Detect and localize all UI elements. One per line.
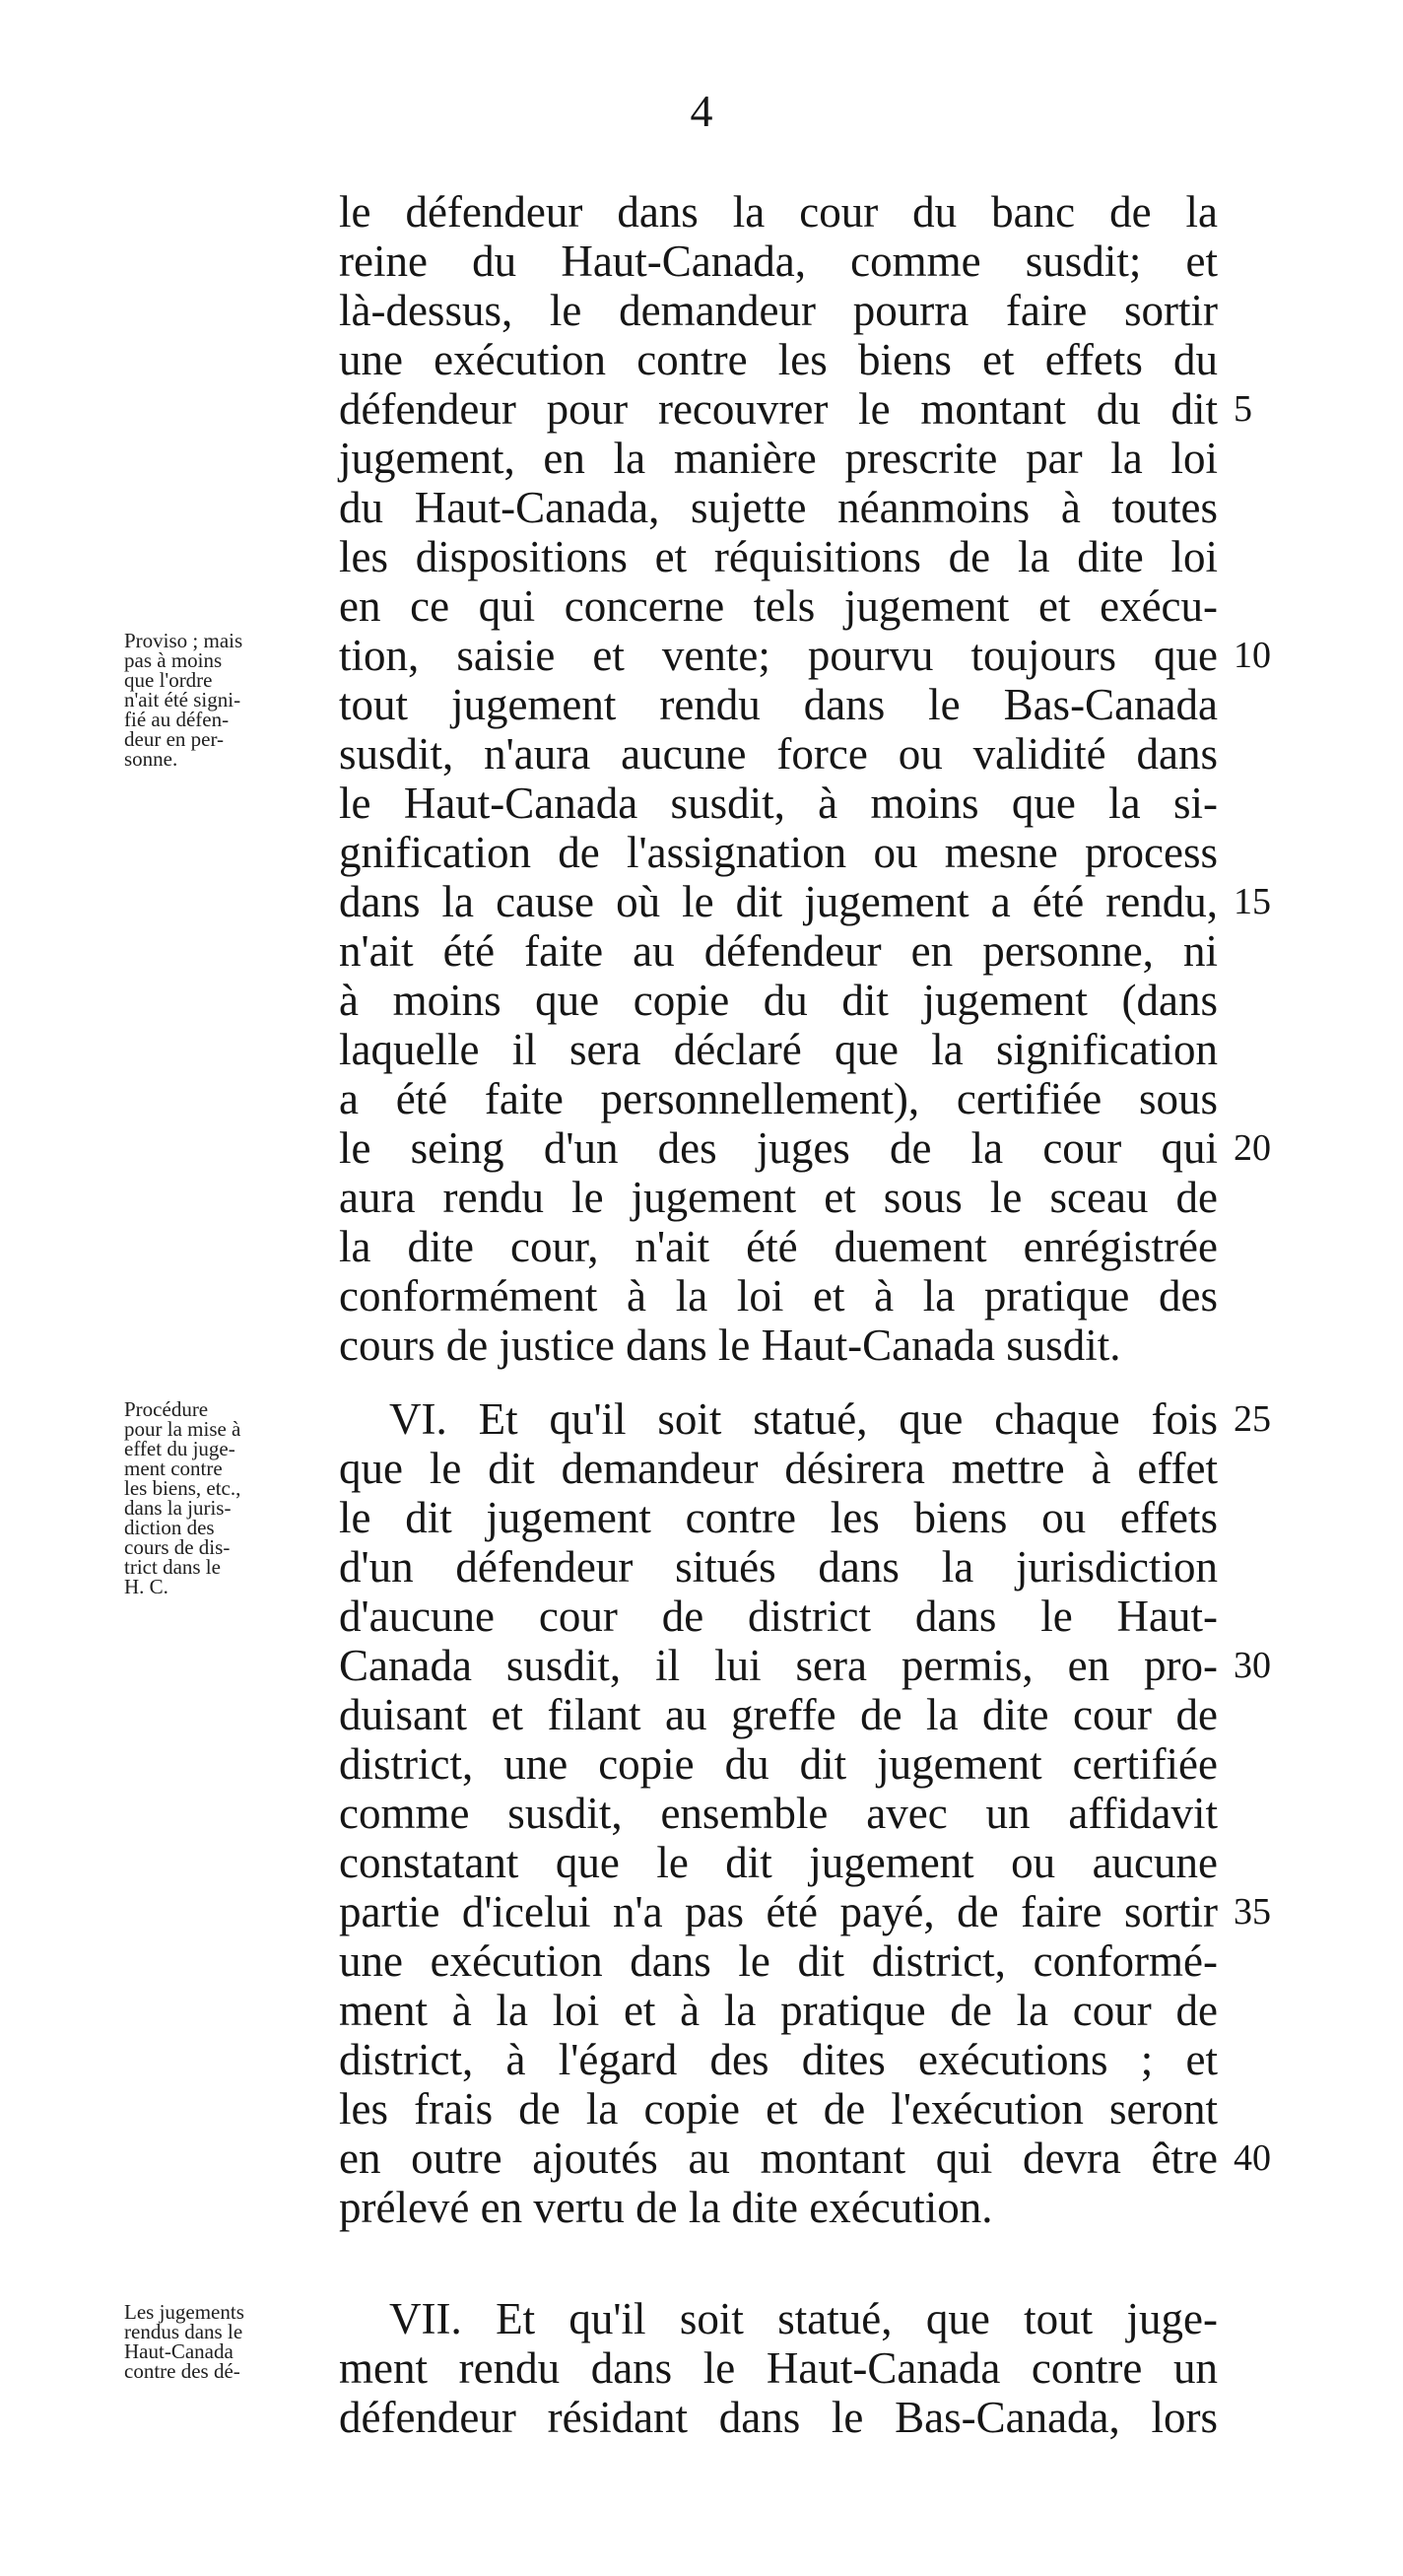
side-note-line: Les jugements	[124, 2300, 244, 2324]
line-text: VII. Et qu'il soit statué, que tout juge-	[389, 2294, 1218, 2343]
text-line	[0, 1222, 1403, 1271]
side-note-judgments	[124, 2302, 331, 2381]
line-text: prélevé en vertu de la dite exécution.	[339, 2183, 993, 2232]
text-line	[0, 384, 1403, 434]
line-number: 10	[1234, 635, 1271, 676]
line-text: la dite cour, n'ait été duement enrégistrée	[339, 1222, 1218, 1271]
line-text: susdit, n'aura aucune force ou validité dans	[339, 729, 1218, 779]
line-number: 5	[1234, 388, 1252, 430]
line-text: les dispositions et réquisitions de la dite loi	[339, 532, 1218, 581]
text-line	[0, 1321, 1403, 1370]
side-note-line: dans la juris-	[124, 1496, 232, 1520]
text-line	[0, 335, 1403, 384]
side-note-line: Procédure	[124, 1397, 209, 1421]
text-line	[0, 2084, 1403, 2134]
line-number: 20	[1234, 1127, 1271, 1169]
text-line	[0, 1936, 1403, 1986]
text-line	[0, 2183, 1403, 2232]
text-line	[0, 286, 1403, 335]
line-text: défendeur résidant dans le Bas-Canada, lors	[339, 2393, 1218, 2442]
line-text: là-dessus, le demandeur pourra faire sortir	[339, 286, 1218, 335]
text-line	[0, 187, 1403, 237]
side-note-line: fié au défen-	[124, 708, 230, 731]
side-note-line: rendus dans le	[124, 2320, 243, 2343]
text-line	[0, 2035, 1403, 2084]
line-text: le dit jugement contre les biens ou effets	[339, 1493, 1218, 1542]
text-line	[0, 1690, 1403, 1739]
line-number: 25	[1234, 1398, 1271, 1440]
text-line	[0, 1123, 1403, 1173]
text-line	[0, 532, 1403, 581]
text-line	[0, 1838, 1403, 1887]
text-line	[0, 1025, 1403, 1074]
line-text: conformément à la loi et à la pratique des	[339, 1271, 1218, 1321]
side-note-proviso	[124, 631, 331, 769]
text-line	[0, 2134, 1403, 2183]
line-text: a été faite personnellement), certifiée sous	[339, 1074, 1218, 1123]
line-text: district, une copie du dit jugement certifiée	[339, 1739, 1218, 1789]
side-note-line: contre des dé-	[124, 2359, 240, 2383]
line-text: partie d'icelui n'a pas été payé, de faire sortir	[339, 1887, 1218, 1936]
line-text: district, à l'égard des dites exécutions ; et	[339, 2035, 1218, 2084]
side-note-line: n'ait été signi-	[124, 688, 241, 712]
text-line	[0, 237, 1403, 286]
line-text: en ce qui concerne tels jugement et exécu-	[339, 581, 1218, 631]
line-text: tout jugement rendu dans le Bas-Canada	[339, 680, 1218, 729]
side-note-line: H. C.	[124, 1575, 168, 1598]
line-text: VI. Et qu'il soit statué, que chaque fois	[389, 1394, 1218, 1444]
side-note-line: les biens, etc.,	[124, 1476, 241, 1500]
line-number: 40	[1234, 2137, 1271, 2179]
side-note-line: que l'ordre	[124, 668, 213, 692]
side-note-line: ment contre	[124, 1457, 223, 1480]
side-note-line: cours de dis-	[124, 1535, 231, 1559]
line-text: que le dit demandeur désirera mettre à effet	[339, 1444, 1218, 1493]
side-note-line: Haut-Canada	[124, 2339, 234, 2363]
side-note-line: sonne.	[124, 747, 178, 771]
line-text: une exécution dans le dit district, conformé-	[339, 1936, 1218, 1986]
line-text: duisant et filant au greffe de la dite cour de	[339, 1690, 1218, 1739]
side-note-line: pour la mise à	[124, 1417, 241, 1441]
line-text: d'un défendeur situés dans la jurisdiction	[339, 1542, 1218, 1592]
text-line	[0, 581, 1403, 631]
text-line	[0, 779, 1403, 828]
line-text: ment à la loi et à la pratique de la cour de	[339, 1986, 1218, 2035]
text-line	[0, 1789, 1403, 1838]
line-text: le défendeur dans la cour du banc de la	[339, 187, 1218, 237]
side-note-procedure	[124, 1399, 331, 1596]
line-text: gnification de l'assignation ou mesne process	[339, 828, 1218, 877]
text-line	[0, 828, 1403, 877]
line-number: 35	[1234, 1891, 1271, 1932]
text-line	[0, 1271, 1403, 1321]
line-text: en outre ajoutés au montant qui devra être	[339, 2134, 1218, 2183]
text-line	[0, 926, 1403, 976]
line-text: une exécution contre les biens et effets du	[339, 335, 1218, 384]
side-note-line: Proviso ; mais	[124, 629, 243, 652]
line-text: ment rendu dans le Haut-Canada contre un	[339, 2343, 1218, 2393]
page-number: 4	[690, 86, 713, 136]
line-text: d'aucune cour de district dans le Haut-	[339, 1592, 1218, 1641]
line-text: constatant que le dit jugement ou aucune	[339, 1838, 1218, 1887]
line-text: le seing d'un des juges de la cour qui	[339, 1123, 1218, 1173]
text-line	[0, 1986, 1403, 2035]
text-line	[0, 877, 1403, 926]
line-number: 30	[1234, 1645, 1271, 1686]
side-note-line: pas à moins	[124, 648, 223, 672]
line-text: aura rendu le jugement et sous le sceau de	[339, 1173, 1218, 1222]
side-note-line: effet du juge-	[124, 1437, 235, 1460]
line-text: comme susdit, ensemble avec un affidavit	[339, 1789, 1218, 1838]
line-text: défendeur pour recouvrer le montant du dit	[339, 384, 1218, 434]
line-text: du Haut-Canada, sujette néanmoins à toutes	[339, 483, 1218, 532]
text-line	[0, 1592, 1403, 1641]
line-text: tion, saisie et vente; pourvu toujours que	[339, 631, 1218, 680]
text-line	[0, 976, 1403, 1025]
paragraph-continuation	[0, 187, 1403, 1370]
line-text: laquelle il sera déclaré que la signification	[339, 1025, 1218, 1074]
text-line	[0, 1641, 1403, 1690]
side-note-line: trict dans le	[124, 1555, 221, 1579]
line-text: le Haut-Canada susdit, à moins que la si-	[339, 779, 1218, 828]
line-text: Canada susdit, il lui sera permis, en pro-	[339, 1641, 1218, 1690]
text-line	[0, 483, 1403, 532]
line-text: jugement, en la manière prescrite par la loi	[339, 434, 1218, 483]
side-note-line: diction des	[124, 1516, 215, 1539]
line-text: cours de justice dans le Haut-Canada susdit.	[339, 1321, 1121, 1370]
text-line	[0, 1739, 1403, 1789]
text-line	[0, 1074, 1403, 1123]
line-text: les frais de la copie et de l'exécution seront	[339, 2084, 1218, 2134]
line-text: dans la cause où le dit jugement a été rendu,	[339, 877, 1218, 926]
text-line	[0, 1173, 1403, 1222]
line-text: reine du Haut-Canada, comme susdit; et	[339, 237, 1218, 286]
text-line	[0, 434, 1403, 483]
line-text: à moins que copie du dit jugement (dans	[339, 976, 1218, 1025]
text-line	[0, 1887, 1403, 1936]
line-number: 15	[1234, 881, 1271, 922]
line-text: n'ait été faite au défendeur en personne, ni	[339, 926, 1218, 976]
side-note-line: deur en per-	[124, 727, 225, 751]
text-line	[0, 2393, 1403, 2442]
